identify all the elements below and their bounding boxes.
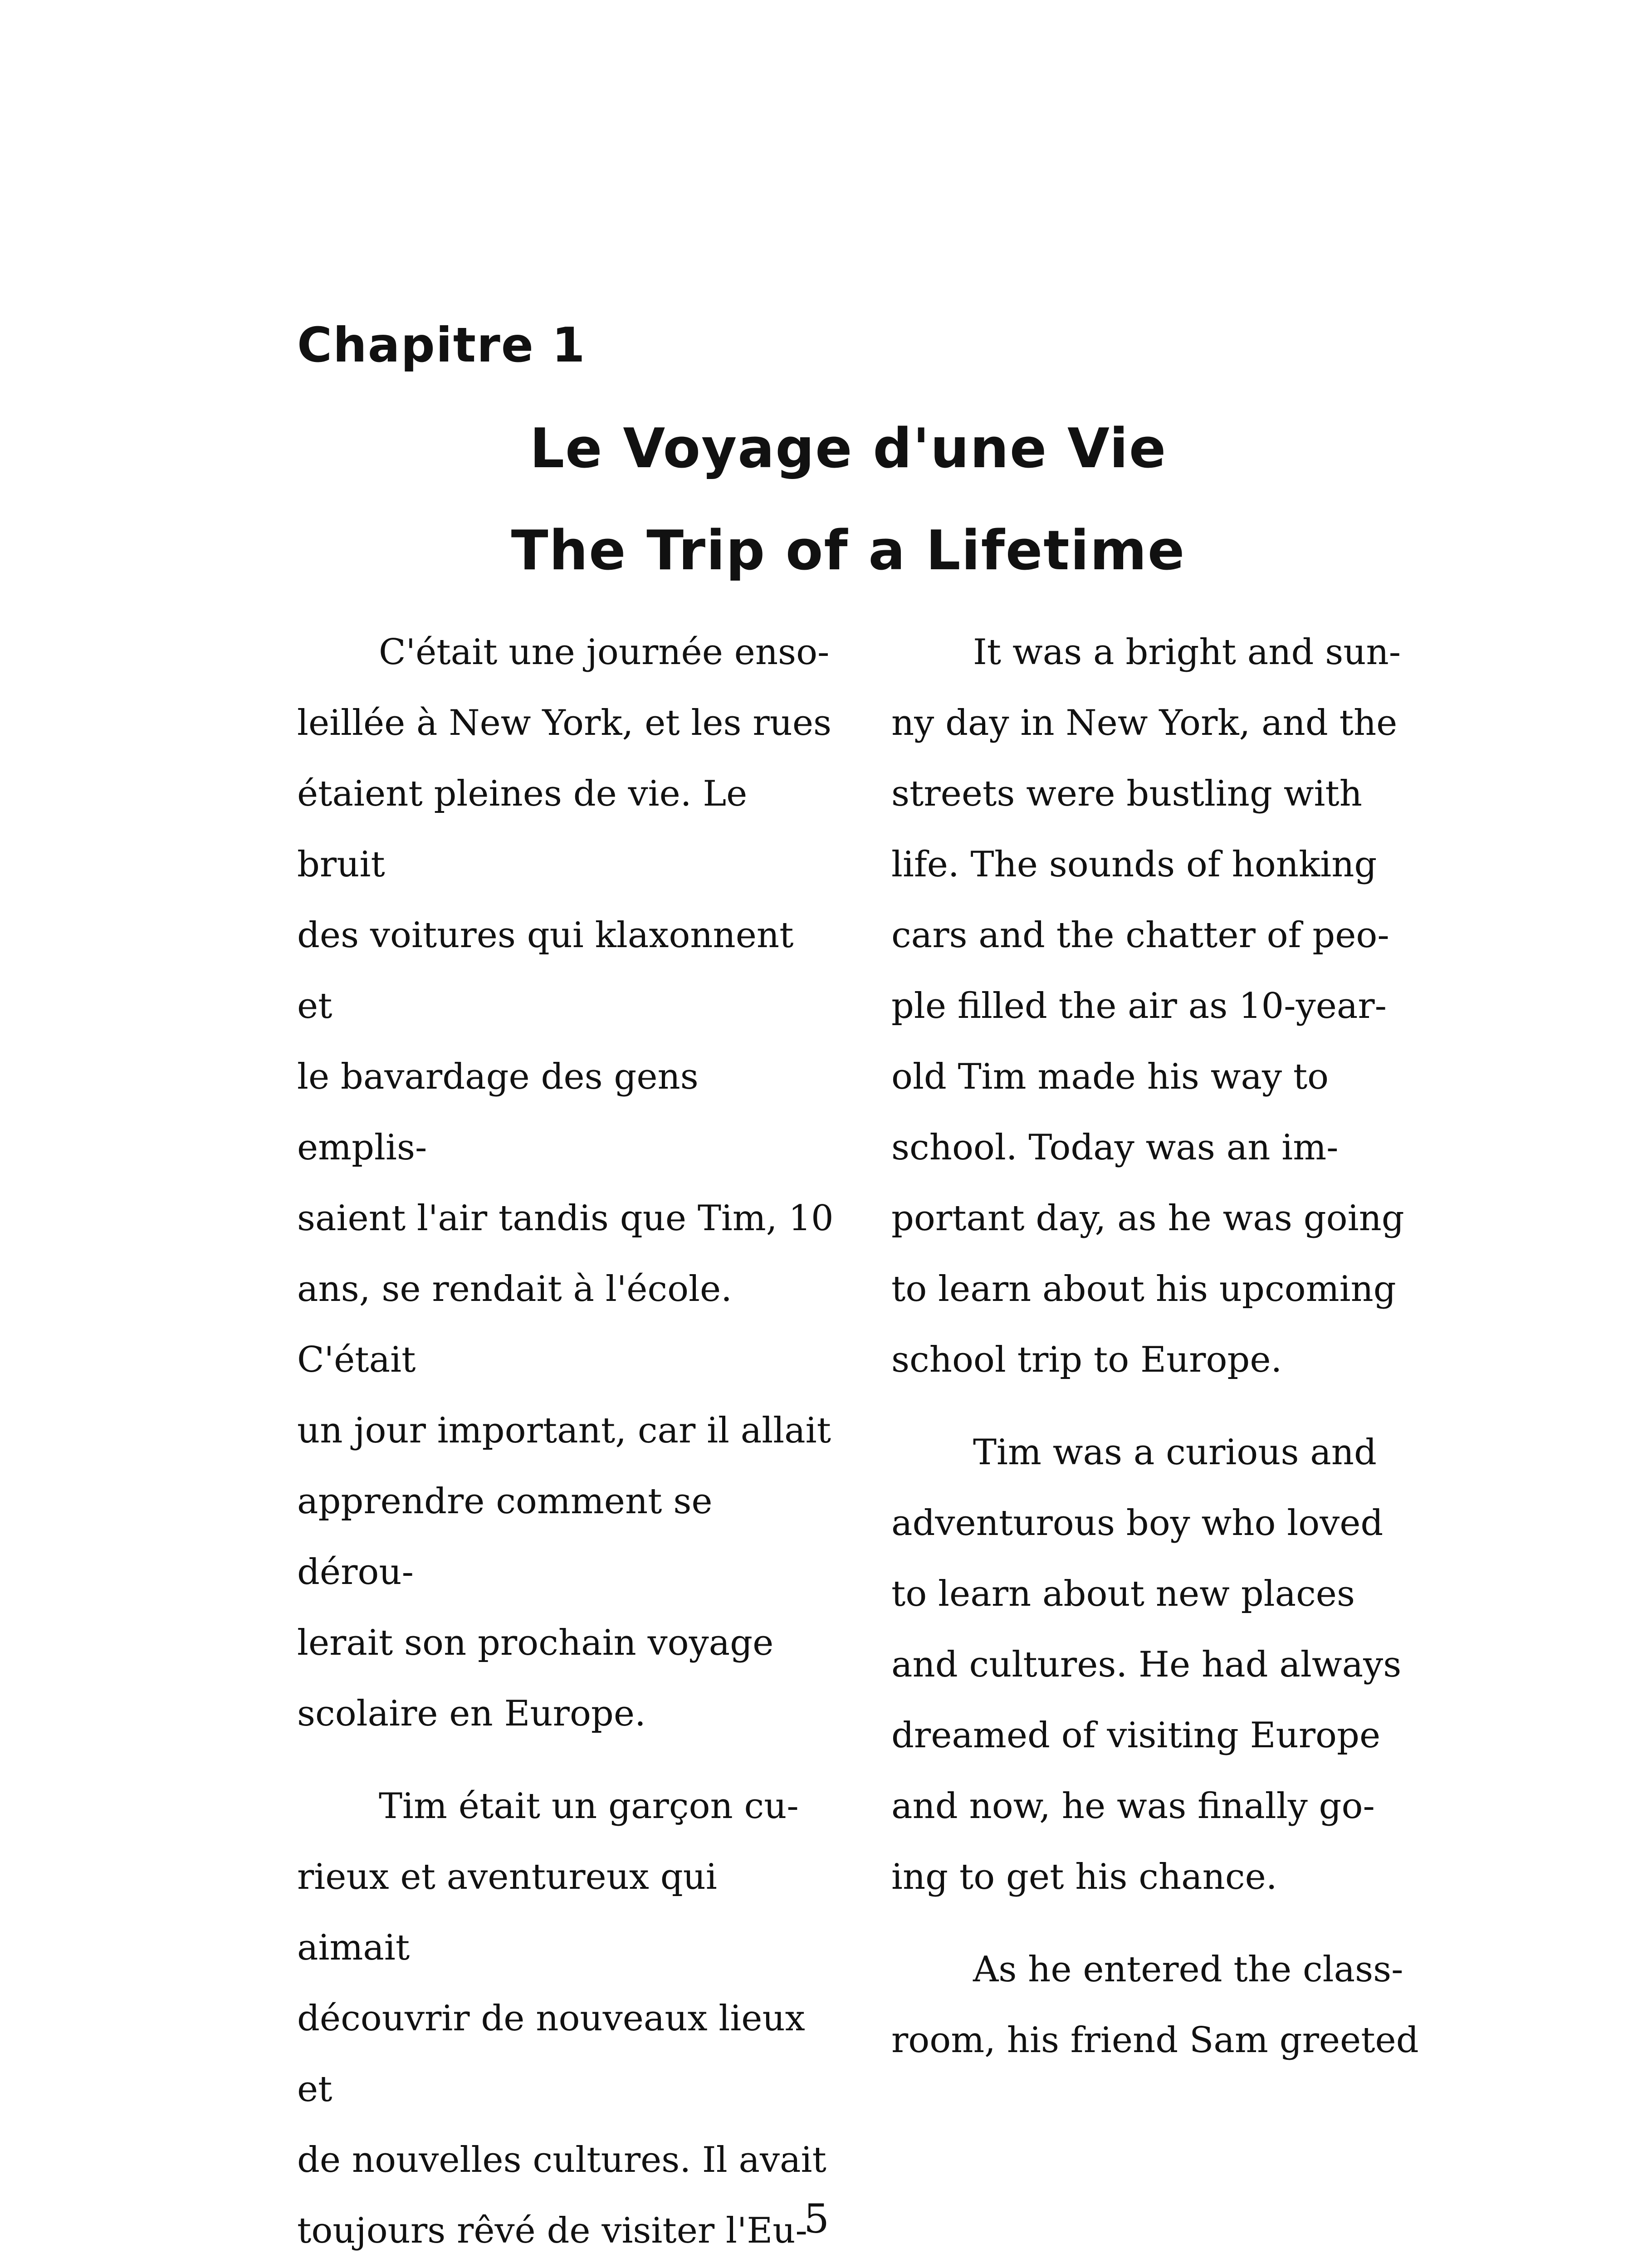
chapter-title-french: Le Voyage d'une Vie <box>529 417 1167 480</box>
chapter-label: Chapitre 1 <box>297 318 586 373</box>
english-column <box>891 617 1436 2097</box>
english-paragraph-1: It was a bright and sun- ny day in New York, and the streets were bustling with life. The sounds of honking cars and the chatter of peo- ple filled the air as 10-year- old Tim made his way to school. Today was an im- portant day, as he was going to learn about his upcoming school trip to Europe. <box>891 632 1404 1380</box>
french-column <box>297 617 837 2268</box>
english-paragraph-2: Tim was a curious and adventurous boy who loved to learn about new places and cultures. He had always dreamed of visiting Europe and now, he was finally go- ing to get his chance. <box>891 1432 1402 1897</box>
french-paragraph-2: Tim était un garçon cu- rieux et aventureux qui aimait découvrir de nouveaux lieux et de nouvelles cultures. Il avait toujours rêvé de visiter l'Eu- <box>297 1786 826 2251</box>
bat-icon <box>762 2263 944 2268</box>
french-paragraph-1: C'était une journée enso- leillée à New York, et les rues étaient pleines de vie. Le bruit des voitures qui klaxonnent et le bavardage des gens emplis- saient l'air tandis que Tim, 10 ans, se rendait à l'école. C'était un jour important, car il allait apprendre comment se dérou- lerait son prochain voyage scolaire en Europe. <box>297 632 834 1734</box>
english-paragraph-3: As he entered the class- room, his friend Sam greeted <box>891 1949 1419 2061</box>
page-number: 5 <box>804 2195 829 2242</box>
chapter-title-english: The Trip of a Lifetime <box>511 519 1186 582</box>
